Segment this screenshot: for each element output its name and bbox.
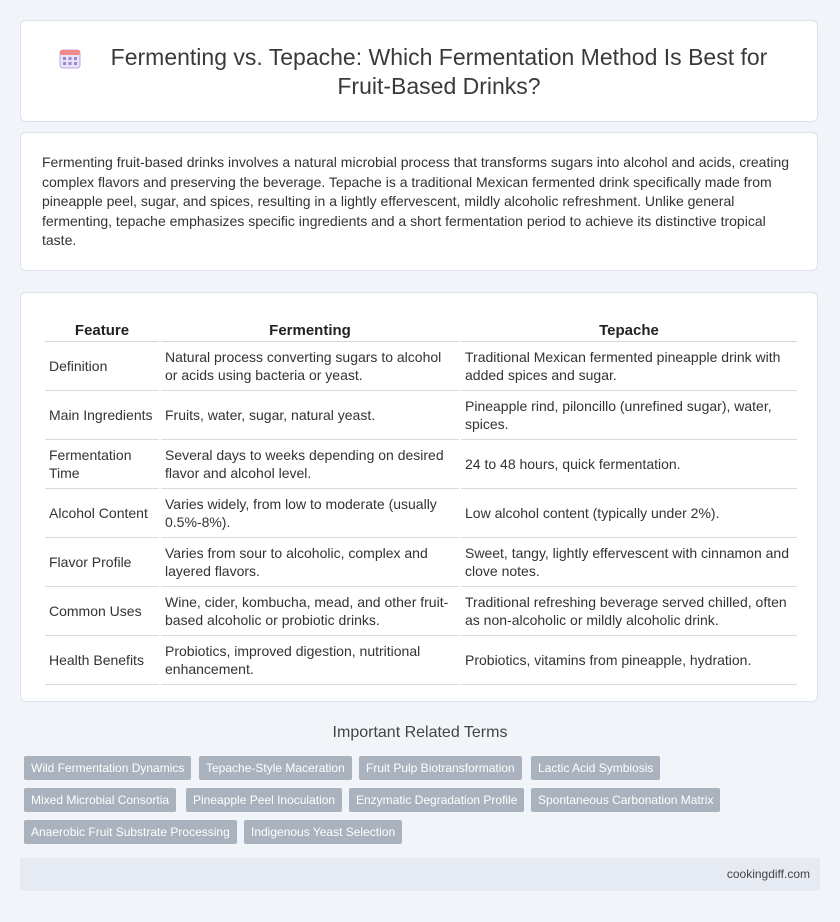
table-row [45,342,797,391]
related-term-tag[interactable]: Indigenous Yeast Selection [244,820,402,844]
row-tepache: Probiotics, vitamins from pineapple, hydration. [461,636,797,685]
comparison-table [43,315,799,685]
comparison-card [20,292,818,702]
row-fermenting: Fruits, water, sugar, natural yeast. [161,391,459,440]
related-term-tag[interactable]: Lactic Acid Symbiosis [531,756,660,780]
row-fermenting: Several days to weeks depending on desired flavor and alcohol level. [161,440,459,489]
table-row [45,636,797,685]
footer-site-link[interactable]: cookingdiff.com [726,867,810,881]
table-row [45,538,797,587]
row-feature: Alcohol Content [45,489,159,538]
related-term-tag[interactable]: Tepache-Style Maceration [199,756,352,780]
row-fermenting: Probiotics, improved digestion, nutritional enhancement. [161,636,459,685]
intro-card [20,132,818,271]
row-fermenting: Varies from sour to alcoholic, complex and layered flavors. [161,538,459,587]
header-fermenting: Fermenting [161,315,459,342]
row-feature: Common Uses [45,587,159,636]
table-header-row [45,315,797,342]
related-term-tag[interactable]: Mixed Microbial Consortia [24,788,176,812]
related-term-tag[interactable]: Enzymatic Degradation Profile [349,788,524,812]
title-card [20,20,818,122]
related-term-tag[interactable]: Fruit Pulp Biotransformation [359,756,522,780]
header-tepache: Tepache [461,315,797,342]
table-row [45,489,797,538]
related-term-tag[interactable]: Wild Fermentation Dynamics [24,756,191,780]
related-term-tag[interactable]: Pineapple Peel Inoculation [186,788,342,812]
row-feature: Definition [45,342,159,391]
footer [20,858,820,891]
row-tepache: Sweet, tangy, lightly effervescent with cinnamon and clove notes. [461,538,797,587]
row-fermenting: Wine, cider, kombucha, mead, and other fruit-based alcoholic or probiotic drinks. [161,587,459,636]
row-tepache: 24 to 48 hours, quick fermentation. [461,440,797,489]
row-tepache: Traditional Mexican fermented pineapple drink with added spices and sugar. [461,342,797,391]
table-row [45,391,797,440]
row-feature: Flavor Profile [45,538,159,587]
related-term-tag[interactable]: Spontaneous Carbonation Matrix [531,788,720,812]
intro-paragraph: Fermenting fruit-based drinks involves a natural microbial process that transforms sugars into alcohol and acids, creating complex flavors and preserving the beverage. Tepache is a traditional Mexican fermented drink specifically made from pineapple peel, sugar, and spices, resulting in a lightly effervescent, mildly alcoholic refreshment. Unlike general fermenting, tepache emphasizes specific ingredients and a short fermentation period to achieve its distinctive tropical taste. [42,154,790,248]
related-term-tag[interactable]: Anaerobic Fruit Substrate Processing [24,820,237,844]
row-tepache: Pineapple rind, piloncillo (unrefined sugar), water, spices. [461,391,797,440]
row-feature: Fermentation Time [45,440,159,489]
header-feature: Feature [45,315,159,342]
row-fermenting: Natural process converting sugars to alcohol or acids using bacteria or yeast. [161,342,459,391]
row-tepache: Low alcohol content (typically under 2%). [461,489,797,538]
row-fermenting: Varies widely, from low to moderate (usually 0.5%-8%). [161,489,459,538]
related-terms-title: Important Related Terms [332,724,508,741]
row-tepache: Traditional refreshing beverage served chilled, often as non-alcoholic or mildly alcoholic drink. [461,587,797,636]
page-title: Fermenting vs. Tepache: Which Fermentation Method Is Best for Fruit-Based Drinks? [110,44,768,99]
row-feature: Main Ingredients [45,391,159,440]
row-feature: Health Benefits [45,636,159,685]
table-row [45,587,797,636]
table-row [45,440,797,489]
